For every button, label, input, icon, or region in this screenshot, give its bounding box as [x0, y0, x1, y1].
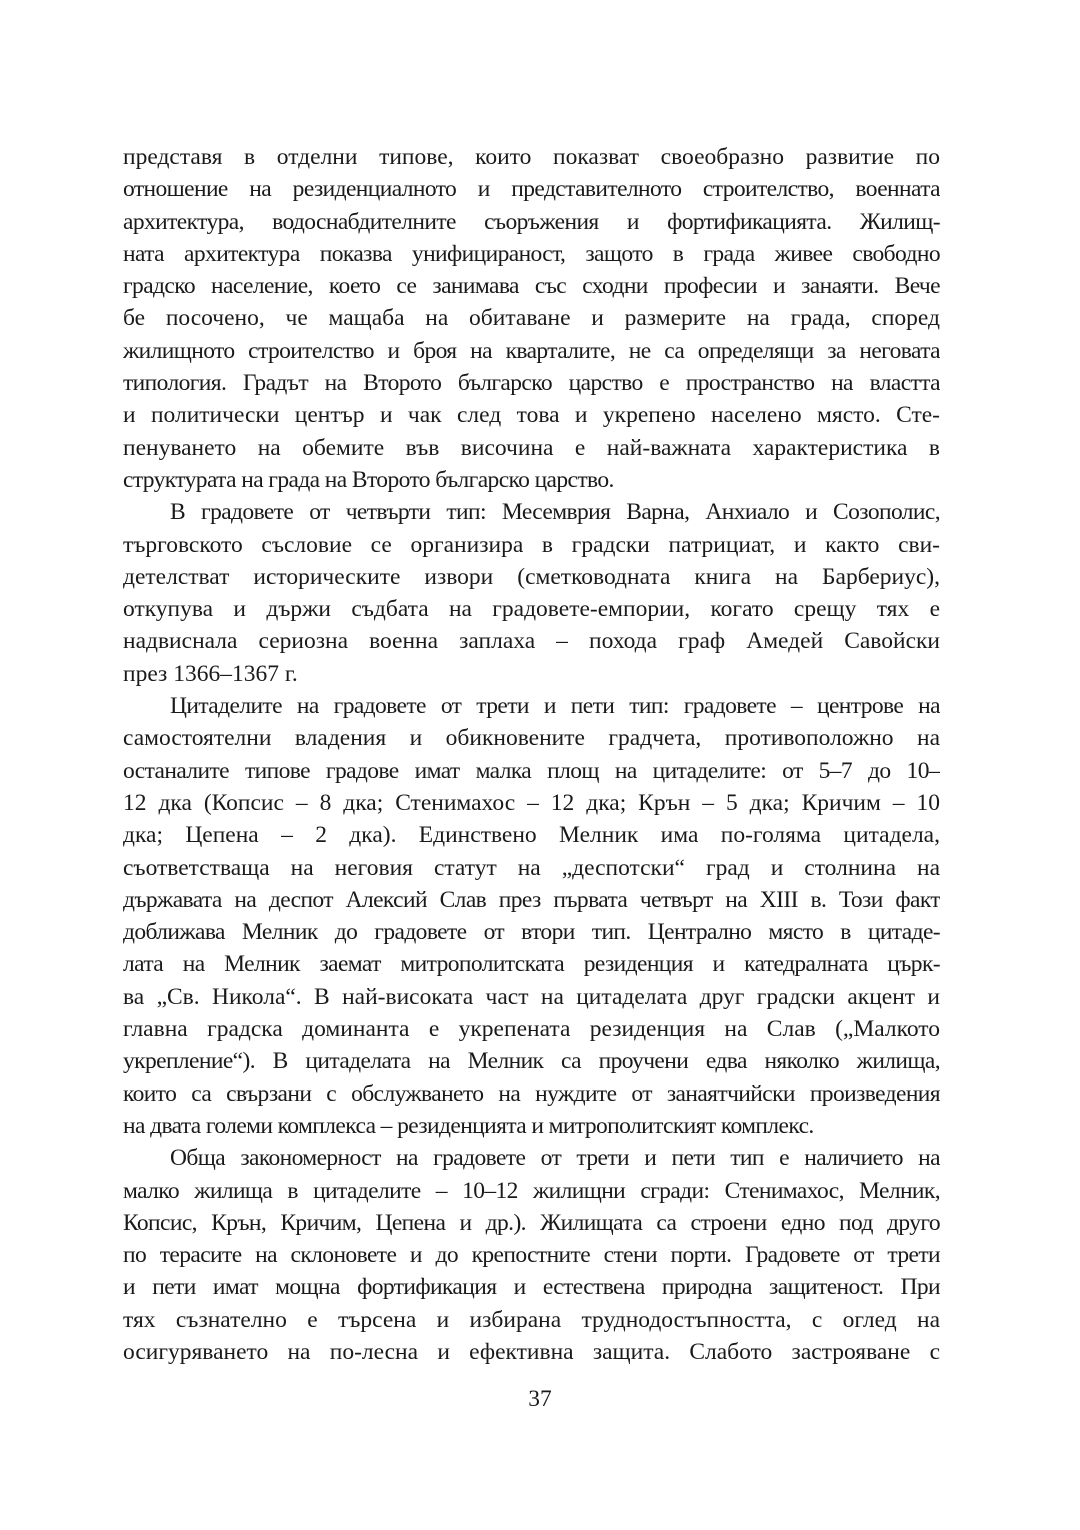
paragraph-3 [123, 690, 940, 1142]
text-line: укрепление“). В цитаделата на Мелник са проучени едва няколко жилища, [123, 1048, 940, 1075]
text-line: по терасите на склоновете и до крепостните стени порти. Градовете от трети [123, 1242, 940, 1269]
text-line: пенуването на обемите във височина е най-важната характеристика в [123, 434, 940, 461]
text-line: самостоятелни владения и обикновените градчета, противоположно на [123, 725, 940, 752]
page-number: 37 [528, 1386, 552, 1412]
text-line: жилищното строителство и броя на кварталите, не са определящи за неговата [123, 337, 940, 364]
text-line: главна градска доминанта е укрепената резиденция на Слав („Малкото [123, 1016, 940, 1043]
text-line: ната архитектура показва унифицираност, защото в града живее свободно [123, 240, 940, 267]
page-body [123, 141, 940, 1368]
text-line: на двата големи комплекса – резиденцията и митрополитският комплекс. [123, 1112, 814, 1139]
paragraph-2 [123, 496, 940, 690]
text-line: тях съзнателно е търсена и избирана труднодостъпността, с оглед на [123, 1306, 940, 1333]
text-line: през 1366–1367 г. [123, 660, 298, 687]
text-line: отношение на резиденциалното и представителното строителство, военната [123, 176, 940, 203]
text-line: детелстват историческите извори (сметководната книга на Барбериус), [123, 563, 940, 590]
text-line: откупува и държи съдбата на градовете-емпории, когато срещу тях е [123, 596, 940, 623]
text-line: осигуряването на по-лесна и ефективна защита. Слабото застрояване с [123, 1338, 940, 1365]
paragraph-1 [123, 141, 940, 496]
text-line: малко жилища в цитаделите – 10–12 жилищни сгради: Стенимахос, Мелник, [123, 1177, 940, 1204]
text-line: 12 дка (Копсис – 8 дка; Стенимахос – 12 дка; Крън – 5 дка; Кричим – 10 [123, 789, 940, 816]
text-line: и пети имат мощна фортификация и естествена природна защитеност. При [123, 1274, 940, 1301]
text-line: лата на Мелник заемат митрополитската резиденция и катедралната църк- [123, 951, 940, 978]
paragraph-4 [123, 1142, 940, 1368]
text-line: структурата на града на Второто българско царство. [123, 466, 614, 493]
text-line: останалите типове градове имат малка площ на цитаделите: от 5–7 до 10– [123, 757, 940, 784]
text-line: ва „Св. Никола“. В най-високата част на цитаделата друг градски акцент и [123, 983, 940, 1010]
text-line: доближава Мелник до градовете от втори тип. Централно място в цитаде- [123, 919, 940, 946]
text-line: съответстваща на неговия статут на „деспотски“ град и столнина на [123, 854, 940, 881]
text-line: градско население, което се занимава със сходни професии и занаяти. Вече [123, 273, 940, 300]
text-line: В градовете от четвърти тип: Месемврия Варна, Анхиало и Созополис, [170, 499, 940, 526]
text-line: държавата на деспот Алексий Слав през първата четвърт на XIII в. Този факт [123, 886, 940, 913]
text-line: които са свързани с обслужването на нуждите от занаятчийски произведения [123, 1080, 940, 1107]
text-line: дка; Цепена – 2 дка). Единствено Мелник има по-голяма цитадела, [123, 822, 940, 849]
text-line: представя в отделни типове, които показват своеобразно развитие по [123, 144, 940, 170]
text-line: надвиснала сериозна военна заплаха – похода граф Амедей Савойски [123, 628, 940, 655]
text-line: Копсис, Крън, Кричим, Цепена и др.). Жилищата са строени едно под друго [123, 1209, 940, 1236]
text-line: Обща закономерност на градовете от трети и пети тип е наличието на [170, 1145, 940, 1172]
text-line: бе посочено, че мащаба на обитаване и размерите на града, според [123, 305, 940, 332]
text-line: търговското съсловие се организира в градски патрициат, и както сви- [123, 531, 940, 558]
text-line: и политически център и чак след това и укрепено населено място. Сте- [123, 402, 940, 429]
text-line: архитектура, водоснабдителните съоръжения и фортификацията. Жилищ- [123, 208, 940, 235]
text-line: Цитаделите на градовете от трети и пети тип: градовете – центрове на [170, 693, 940, 720]
text-line: типология. Градът на Второто българско царство е пространство на властта [123, 370, 940, 397]
